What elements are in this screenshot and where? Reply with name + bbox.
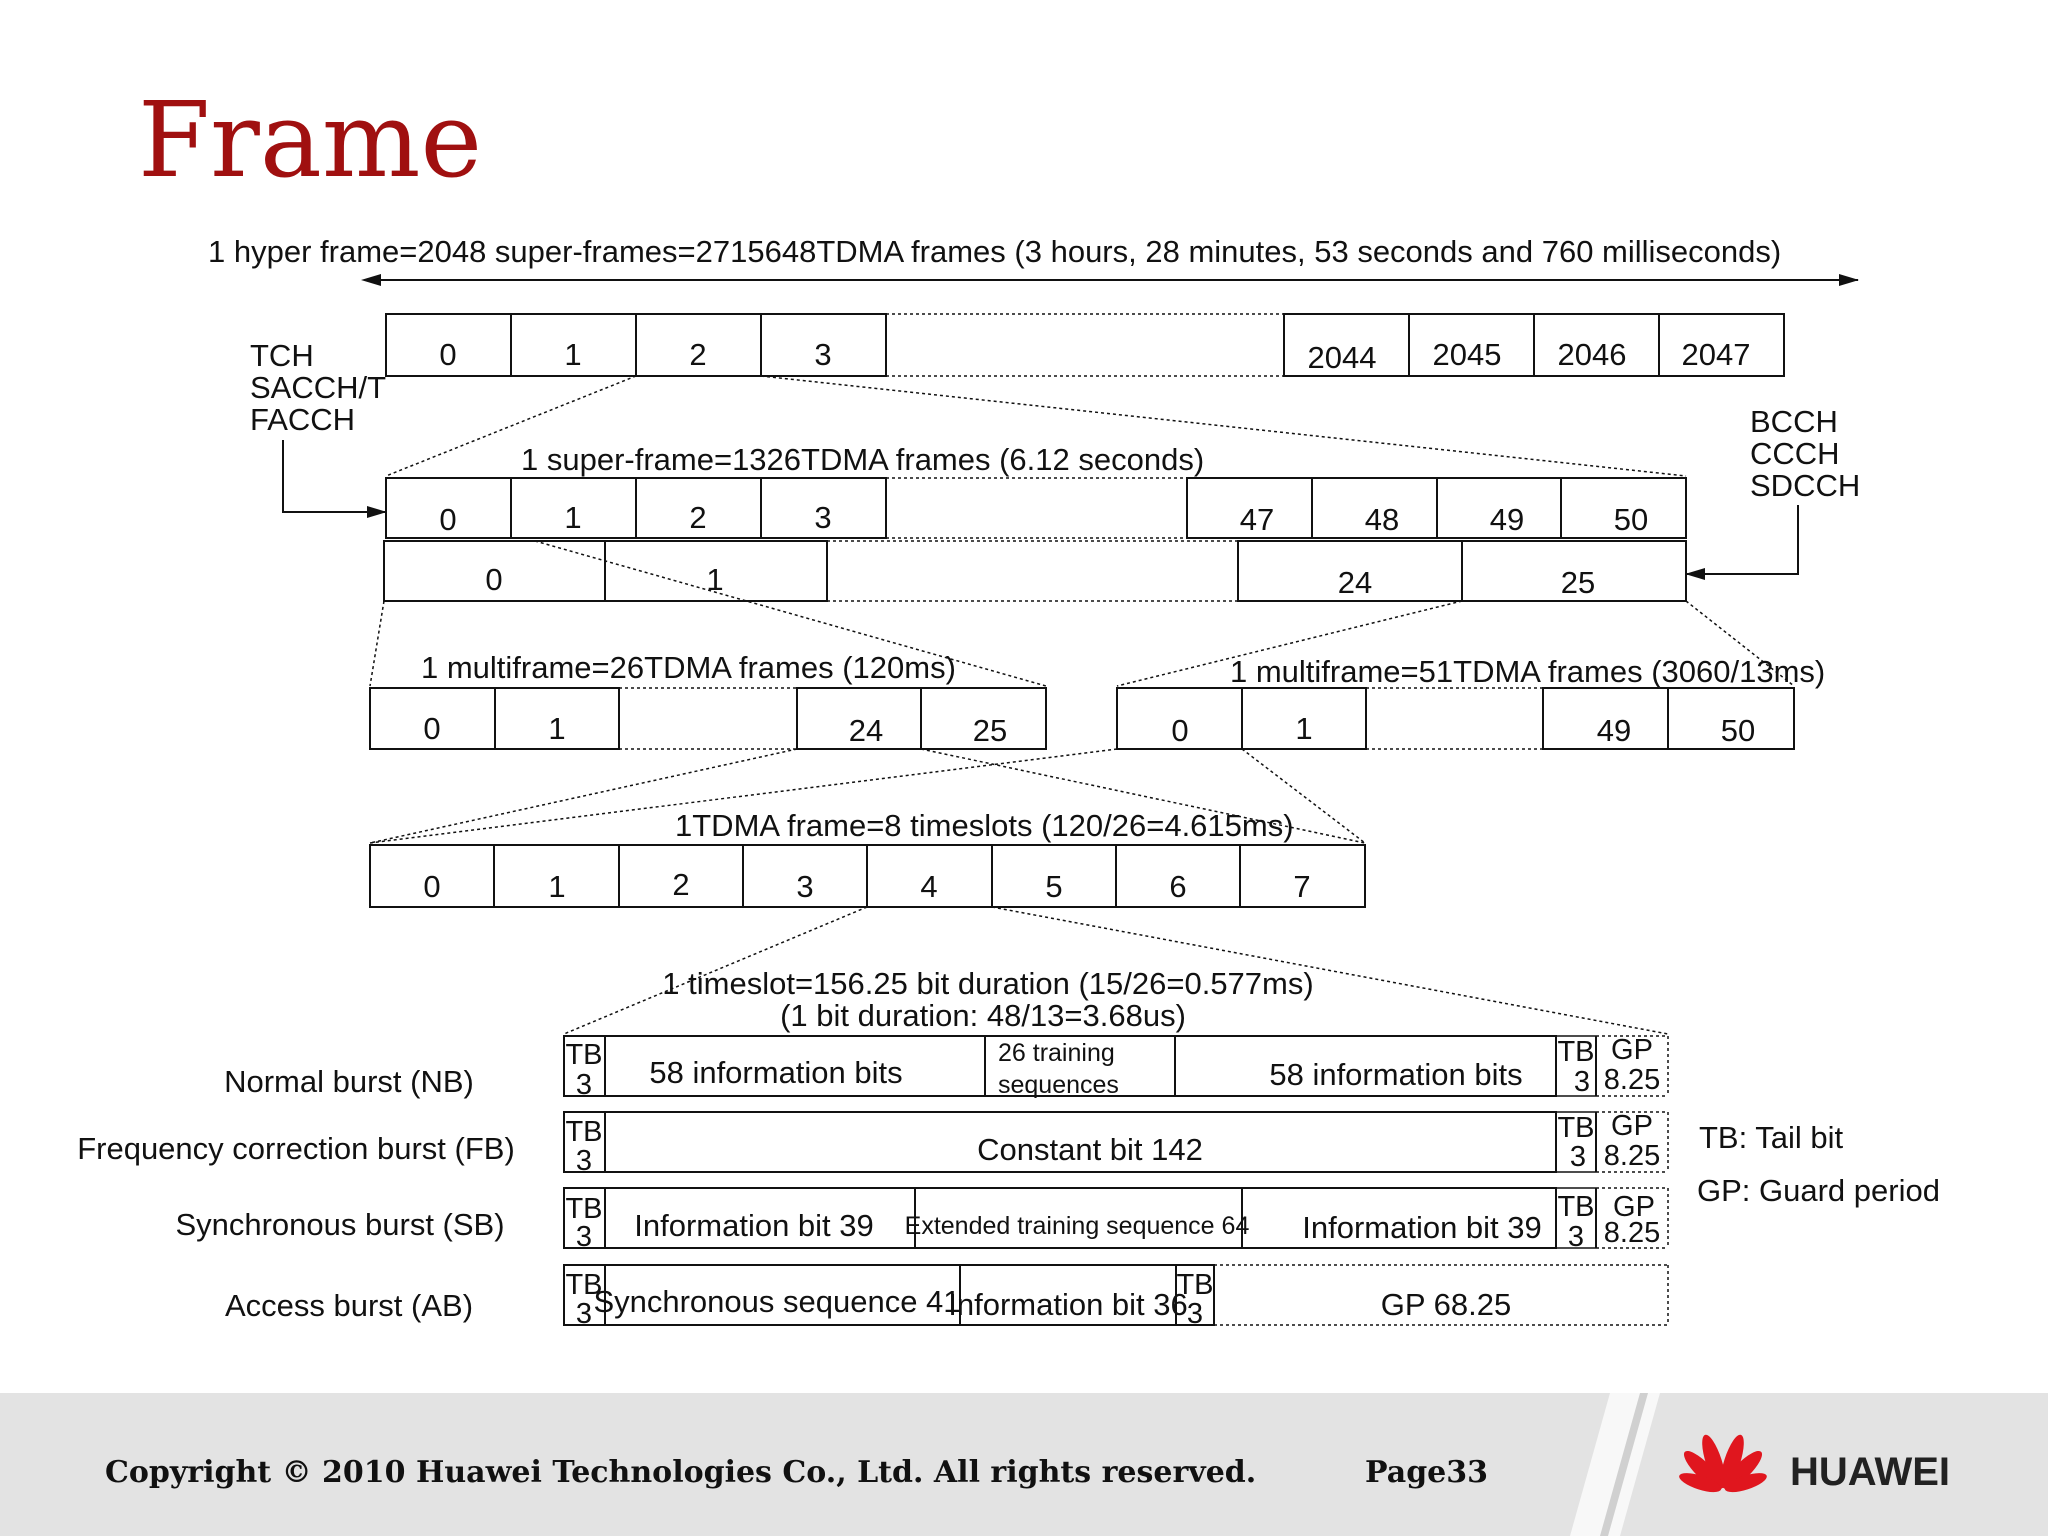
superframe-cell: 0	[485, 562, 503, 597]
channel-label: SDCCH	[1750, 468, 1861, 503]
tb-label: TB	[1557, 1036, 1595, 1068]
burst-label: Synchronous burst (SB)	[175, 1207, 505, 1242]
tb-value: 3	[575, 1298, 593, 1330]
tb-value: 3	[575, 1221, 593, 1253]
hyperframe-cell: 2	[689, 337, 707, 372]
tdma-caption: 1TDMA frame=8 timeslots (120/26=4.615ms)	[675, 808, 1294, 843]
gp-value: 8.25	[1603, 1217, 1661, 1249]
burst-field: Constant bit 142	[977, 1132, 1203, 1167]
tb-value: 3	[575, 1069, 593, 1101]
multiframe26-row	[370, 688, 1046, 749]
tdma-row	[370, 845, 1365, 907]
brand-name: HUAWEI	[1790, 1450, 1950, 1494]
tb-value: 3	[1573, 1066, 1591, 1098]
footer-copyright: Copyright © 2010 Huawei Technologies Co., Ltd. All rights reserved.	[105, 1455, 1257, 1490]
burst-field: Information bit 39	[1302, 1210, 1542, 1245]
timeslot-caption: 1 timeslot=156.25 bit duration (15/26=0.577ms)	[662, 966, 1314, 1001]
multiframe51-row	[1117, 688, 1794, 749]
tb-label: TB	[565, 1116, 603, 1148]
hyperframe-cell: 2044	[1307, 340, 1377, 375]
multiframe26-cell: 0	[423, 711, 441, 746]
superframe-cell: 48	[1364, 502, 1400, 537]
hyperframe-cell: 3	[814, 337, 832, 372]
right-channel-arrow	[1686, 505, 1798, 574]
left-channel-arrow	[283, 440, 386, 512]
timeslot-cell: 3	[796, 869, 814, 904]
legend-tb: TB: Tail bit	[1699, 1120, 1844, 1155]
superframe-cell: 3	[814, 500, 832, 535]
channel-label: BCCH	[1750, 404, 1838, 439]
channel-label: TCH	[250, 338, 314, 373]
tb-label: TB	[1557, 1191, 1595, 1223]
tb-label: TB	[565, 1269, 603, 1301]
superframe-cell: 47	[1239, 502, 1275, 537]
tb-label: TB	[1176, 1269, 1214, 1301]
superframe-cell: 50	[1613, 502, 1649, 537]
burst-field: Information bit 36	[948, 1287, 1188, 1322]
timeslot-cell: 6	[1169, 869, 1187, 904]
gp-value: 8.25	[1603, 1064, 1661, 1096]
burst-field: Synchronous sequence 41	[593, 1284, 961, 1319]
multiframe51-caption: 1 multiframe=51TDMA frames (3060/13ms)	[1230, 654, 1826, 689]
burst-field: GP 68.25	[1380, 1287, 1512, 1322]
tb-value: 3	[575, 1145, 593, 1177]
footer-page-number: Page33	[1365, 1455, 1489, 1490]
burst-label: Normal burst (NB)	[224, 1064, 474, 1099]
hyperframe-caption: 1 hyper frame=2048 super-frames=2715648TDMA frames (3 hours, 28 minutes, 53 seconds and 760 milliseconds)	[208, 234, 1782, 269]
tb-label: TB	[1557, 1112, 1595, 1144]
timeslot-cell: 7	[1293, 869, 1311, 904]
multiframe26-cell: 25	[972, 713, 1008, 748]
multiframe51-cell: 0	[1171, 713, 1189, 748]
superframe-bottom-row	[384, 541, 1686, 601]
burst-field: Information bit 39	[634, 1208, 874, 1243]
burst-field: 26 training	[998, 1039, 1115, 1067]
timeslot-cell: 5	[1045, 869, 1063, 904]
timeslot-cell: 2	[672, 867, 690, 902]
gp-label: GP	[1611, 1110, 1653, 1142]
legend-gp: GP: Guard period	[1697, 1173, 1940, 1208]
tb-value: 3	[1569, 1141, 1587, 1173]
superframe-cell: 1	[706, 562, 724, 597]
channel-label: SACCH/T	[250, 370, 387, 405]
superframe-cell: 25	[1560, 565, 1596, 600]
hyperframe-cell: 2046	[1557, 337, 1627, 372]
hyperframe-cell: 2047	[1681, 337, 1751, 372]
multiframe51-cell: 50	[1720, 713, 1756, 748]
superframe-caption: 1 super-frame=1326TDMA frames (6.12 seconds)	[521, 442, 1205, 477]
channel-label: FACCH	[250, 402, 356, 437]
tb-value: 3	[1567, 1221, 1585, 1253]
timeslot-cell: 0	[423, 869, 441, 904]
tb-label: TB	[565, 1193, 603, 1225]
superframe-cell: 2	[689, 500, 707, 535]
superframe-cell: 24	[1337, 565, 1373, 600]
multiframe51-cell: 49	[1596, 713, 1632, 748]
tb-value: 3	[1186, 1298, 1204, 1330]
superframe-cell: 1	[564, 500, 582, 535]
timeslot-caption: (1 bit duration: 48/13=3.68us)	[780, 998, 1186, 1033]
burst-field: sequences	[998, 1071, 1119, 1099]
timeslot-cell: 1	[548, 869, 566, 904]
superframe-cell: 49	[1489, 502, 1525, 537]
channel-label: CCCH	[1750, 436, 1840, 471]
burst-field: Extended training sequence 64	[904, 1212, 1250, 1240]
burst-label: Access burst (AB)	[224, 1288, 474, 1323]
multiframe26-cell: 1	[548, 711, 566, 746]
burst-field: 58 information bits	[1269, 1057, 1523, 1092]
slide-title: Frame	[138, 79, 483, 201]
multiframe51-cell: 1	[1295, 711, 1313, 746]
multiframe26-cell: 24	[848, 713, 884, 748]
tb-label: TB	[565, 1039, 603, 1071]
timeslot-cell: 4	[920, 869, 938, 904]
hyperframe-cell: 2045	[1432, 337, 1502, 372]
gp-label: GP	[1611, 1034, 1653, 1066]
superframe-cell: 0	[439, 502, 457, 537]
hyperframe-cell: 0	[439, 337, 457, 372]
multiframe26-caption: 1 multiframe=26TDMA frames (120ms)	[421, 650, 956, 685]
hyperframe-cell: 1	[564, 337, 582, 372]
gp-label: GP	[1613, 1191, 1655, 1223]
burst-label: Frequency correction burst (FB)	[77, 1131, 515, 1166]
gp-value: 8.25	[1603, 1140, 1661, 1172]
burst-field: 58 information bits	[649, 1055, 903, 1090]
